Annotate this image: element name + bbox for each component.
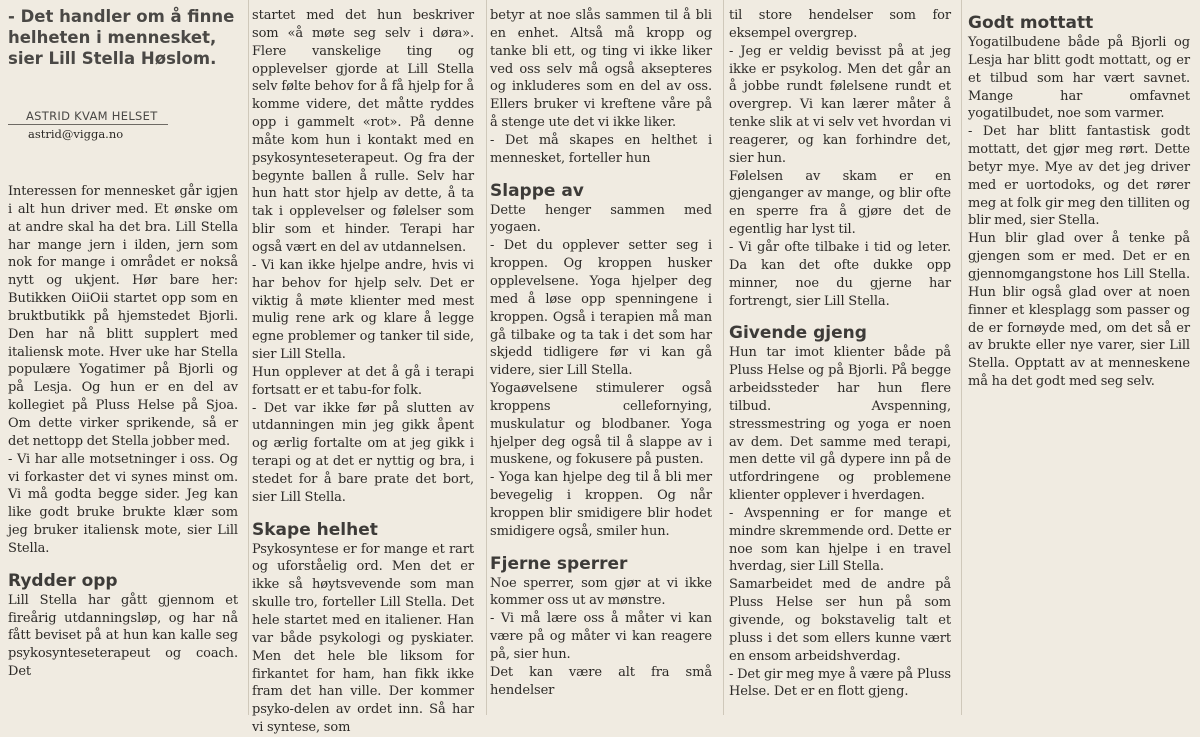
byline-author: ASTRID KVAM HELSET — [8, 109, 168, 125]
article-deck: - Det handler om å finne helheten i mennesket, sier Lill Stella Høslom. — [8, 7, 235, 68]
body-paragraph: Hun tar imot klienter både på Pluss Helse og på Bjorli. På begge arbeidssteder har hun flere tilbud. Avspenning, stressmestring og yoga er noen av dem. Det samme med terapi, men dette vil gå dypere inn på de utfordringene og problemene klienter opplever i hverdagen. — [729, 345, 951, 504]
body-paragraph: Følelsen av skam er en gjenganger av mange, og blir ofte en sperre fra å gjøre det de egentlig har lyst til. — [729, 168, 951, 238]
column-rule — [961, 0, 962, 715]
section-heading-givende-gjeng: Givende gjeng — [729, 323, 867, 344]
body-paragraph: Hun blir glad over å tenke på gjengen som er med. Det er en gjennomgangstone hos Lill Stella. Hun blir også glad over at noen finner et klesplagg som passer og de er fornøyde med, om det så er av brukte eller nye varer, sier Lill Stella. Opptatt av at menneskene må ha det godt med seg selv. — [968, 231, 1190, 390]
column-1 — [8, 0, 238, 715]
body-paragraph: Det kan være alt fra små hendelser — [490, 664, 712, 698]
column-3 — [490, 0, 712, 715]
body-paragraph: - Det du opplever setter seg i kroppen. Og kroppen husker opplevelsene. Yoga hjelper deg med å løse opp spenningene i kroppen. Også i terapien må man gå tilbake og ta tak i det som har skjedd tidligere før vi kan gå videre, sier Lill Stella. — [490, 238, 712, 379]
body-paragraph: Noe sperrer, som gjør at vi ikke kommer oss ut av mønstre. — [490, 575, 712, 609]
section-heading-godt-mottatt: Godt mottatt — [968, 13, 1094, 33]
body-paragraph: - Det har blitt fantastisk godt mottatt, det gjør meg rørt. Dette betyr mye. Mye av det jeg driver med er uortodoks, og det rører meg at folk gir meg den tilliten og blir med, sier Stella. — [968, 124, 1190, 229]
section-heading-fjerne-sperrer: Fjerne sperrer — [490, 553, 628, 574]
column-rule — [723, 0, 724, 715]
body-paragraph: til store hendelser som for eksempel overgrep. — [729, 8, 951, 41]
body-paragraph: startet med det hun beskriver som «å møte seg selv i døra». Flere vanskelige ting og opplevelser gjorde at Lill Stella selv følte behov for å få hjelp for å komme videre, det måtte ryddes opp i gammelt «rot». På denne måte kom hun i kontakt med en psykosynteseterapeut. Og fra der begynte ballen å rulle. Selv har hun hatt stor hjelp av dette, å ta tak i opplevelser og følelser som blir som et hinder. Terapi har også vært en del av utdannelsen. — [252, 8, 474, 255]
column-2 — [252, 0, 474, 736]
section-heading-slappe-av: Slappe av — [490, 180, 584, 201]
body-paragraph: Yogaøvelsene stimulerer også kroppens cellefornying, muskulatur og blodbaner. Yoga hjelper deg også til å slappe av i muskene, og fokusere på pusten. — [490, 381, 712, 468]
body-paragraph: Psykosyntese er for mange et rart og uforståelig ord. Men det er ikke så høytsvevende som man skulle tro, forteller Lill Stella. Det hele startet med en italiener. Han var både psykologi og pyskiater. Men det hele ble liksom for firkantet for ham, han fikk ikke fram det han ville. Der kommer psyko-delen av ordet inn. Så har vi syntese, som — [252, 541, 474, 736]
body-paragraph: - Vi har alle motsetninger i oss. Og vi forkaster det vi synes minst om. Vi må godta begge sider. Jeg kan like godt bruke brukte klær som jeg bruker italiensk mote, sier Lill Stella. — [8, 451, 238, 556]
body-paragraph: - Vi må lære oss å måter vi kan være på og måter vi kan reagere på, sier hun. — [490, 611, 712, 662]
body-paragraph: - Det var ikke før på slutten av utdanningen min jeg gikk åpent og ærlig fortalte om at jeg gikk i terapi og at det er nyttig og bra, i stedet for å bare prate det bort, sier Lill Stella. — [252, 400, 474, 505]
body-paragraph: Yogatilbudene både på Bjorli og Lesja har blitt godt mottatt, og er et tilbud som har vært savnet. Mange har omfavnet yogatilbudet, noe som varmer. — [968, 35, 1190, 122]
section-heading-skape-helhet: Skape helhet — [252, 519, 378, 540]
body-paragraph: Samarbeidet med de andre på Pluss Helse ser hun på som givende, og bokstavelig talt et pluss i det som ellers kunne vært en ensom arbeidshverdag. — [729, 577, 951, 664]
body-paragraph: - Avspenning er for mange et mindre skremmende ord. Dette er noe som kan hjelpe i en travel hverdag, sier Lill Stella. — [729, 505, 951, 575]
column-4 — [729, 0, 951, 715]
column-rule — [486, 0, 487, 715]
body-paragraph: - Det må skapes en helthet i mennesket, forteller hun — [490, 132, 712, 166]
body-paragraph: - Vi går ofte tilbake i tid og leter. Da kan det ofte dukke opp minner, noe du gjerne har fortrengt, sier Lill Stella. — [729, 239, 951, 309]
column-rule — [248, 0, 249, 715]
byline-email[interactable]: astrid@vigga.no — [28, 127, 124, 141]
column-5 — [968, 0, 1190, 715]
body-paragraph: - Vi kan ikke hjelpe andre, hvis vi har behov for hjelp selv. Det er viktig å møte klienter med mest mulig rene ark og klare å legge egne problemer og tanker til side, sier Lill Stella. — [252, 257, 474, 363]
intro-paragraph: Interessen for mennesket går igjen i alt hun driver med. Et ønske om at andre skal ha det bra. Lill Stella har mange jern i ilden, jern som nok for mange i området er nokså nytt og ukjent. Hør bare her: Butikken OiiOii startet opp som en bruktbutikk på hjemstedet Bjorli. Den har nå blitt supplert med italiensk mote. Hver uke har Stella populære Yogatimer på Bjorli og på Lesja. Og hun er en del av kollegiet på Pluss Helse på Sjoa. Om dette virker sprikende, så er det nettopp det Stella jobber med. — [8, 184, 238, 449]
body-paragraph: Lill Stella har gått gjennom et fireårig utdanningsløp, og har nå fått beviset på at hun kan kalle seg psykosynteseterapeut og coach. Det — [8, 592, 238, 680]
body-paragraph: - Yoga kan hjelpe deg til å bli mer bevegelig i kroppen. Og når kroppen blir smidigere blir hodet smidigere også, smiler hun. — [490, 470, 712, 539]
section-heading-rydder-opp: Rydder opp — [8, 570, 118, 591]
body-paragraph: Hun opplever at det å gå i terapi fortsatt er et tabu-for folk. — [252, 364, 474, 398]
body-paragraph: - Det gir meg mye å være på Pluss Helse. Det er en flott gjeng. — [729, 666, 951, 700]
body-paragraph: - Jeg er veldig bevisst på at jeg ikke er psykolog. Men det går an å jobbe rundt følelsene rundt et overgrep. Vi kan lærer måter å tenke slik at vi selv vet hvordan vi reagerer, og kan forhindre det, sier hun. — [729, 43, 951, 166]
body-paragraph: Dette henger sammen med yogaen. — [490, 202, 712, 236]
body-paragraph: betyr at noe slås sammen til å bli en enhet. Altså må kropp og tanke bli ett, og ting vi ikke liker ved oss selv må også aksepteres og inkluderes som en del av oss. Ellers bruker vi kreftene våre på å stenge ute det vi ikke liker. — [490, 8, 712, 131]
